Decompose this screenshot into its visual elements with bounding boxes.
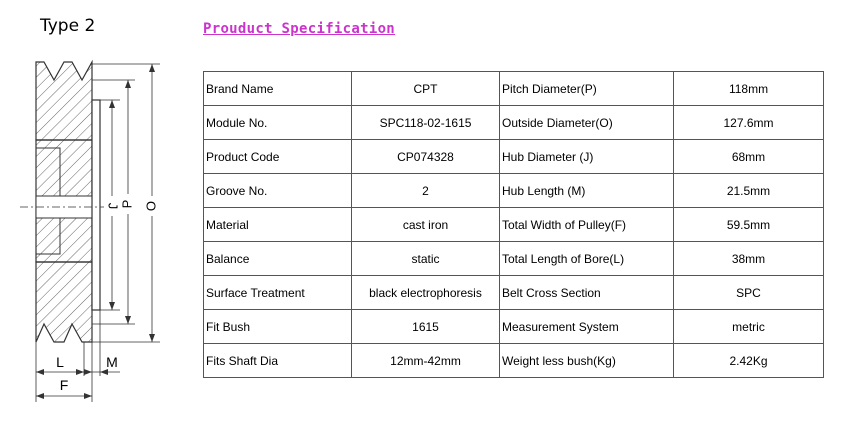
lower-rim-section	[36, 262, 92, 342]
spec-value: CPT	[352, 72, 500, 106]
dim-label-o: O	[143, 200, 159, 212]
spec-value: SPC118-02-1615	[352, 106, 500, 140]
pulley-cross-section-drawing	[0, 0, 200, 422]
table-row	[204, 174, 824, 208]
spec-value: 38mm	[674, 242, 824, 276]
spec-label: Product Code	[204, 140, 352, 174]
type-label: Type 2	[40, 16, 96, 36]
table-row	[204, 344, 824, 378]
spec-value: static	[352, 242, 500, 276]
spec-value: 118mm	[674, 72, 824, 106]
spec-label: Pitch Diameter(P)	[500, 72, 674, 106]
spec-label: Material	[204, 208, 352, 242]
spec-label: Groove No.	[204, 174, 352, 208]
table-row	[204, 106, 824, 140]
spec-label: Belt Cross Section	[500, 276, 674, 310]
spec-label: Outside Diameter(O)	[500, 106, 674, 140]
spec-label: Fits Shaft Dia	[204, 344, 352, 378]
upper-rim-section	[36, 62, 92, 140]
dim-label-l: L	[56, 354, 64, 370]
spec-label: Surface Treatment	[204, 276, 352, 310]
spec-value: 59.5mm	[674, 208, 824, 242]
table-row	[204, 140, 824, 174]
spec-label: Hub Length (M)	[500, 174, 674, 208]
spec-label: Total Length of Bore(L)	[500, 242, 674, 276]
spec-label: Total Width of Pulley(F)	[500, 208, 674, 242]
spec-label: Measurement System	[500, 310, 674, 344]
spec-value: black electrophoresis	[352, 276, 500, 310]
spec-value: 1615	[352, 310, 500, 344]
spec-value: SPC	[674, 276, 824, 310]
spec-value: 2.42Kg	[674, 344, 824, 378]
hub-extension	[92, 100, 100, 310]
table-row	[204, 310, 824, 344]
dim-label-p: P	[119, 199, 135, 209]
product-specification-title: Prouduct Specification	[203, 21, 396, 37]
spec-value: cast iron	[352, 208, 500, 242]
spec-value: 68mm	[674, 140, 824, 174]
dim-label-j: J	[105, 202, 121, 210]
spec-value: CP074328	[352, 140, 500, 174]
spec-value: 21.5mm	[674, 174, 824, 208]
dim-label-f: F	[59, 377, 69, 393]
dim-label-m: M	[106, 354, 118, 370]
spec-label: Balance	[204, 242, 352, 276]
spec-value: metric	[674, 310, 824, 344]
spec-value: 12mm-42mm	[352, 344, 500, 378]
specification-table	[203, 71, 824, 378]
table-row	[204, 208, 824, 242]
spec-label: Brand Name	[204, 72, 352, 106]
spec-label: Weight less bush(Kg)	[500, 344, 674, 378]
spec-value: 2	[352, 174, 500, 208]
spec-label: Module No.	[204, 106, 352, 140]
table-row	[204, 72, 824, 106]
spec-label: Hub Diameter (J)	[500, 140, 674, 174]
spec-label: Fit Bush	[204, 310, 352, 344]
spec-value: 127.6mm	[674, 106, 824, 140]
table-row	[204, 242, 824, 276]
table-row	[204, 276, 824, 310]
